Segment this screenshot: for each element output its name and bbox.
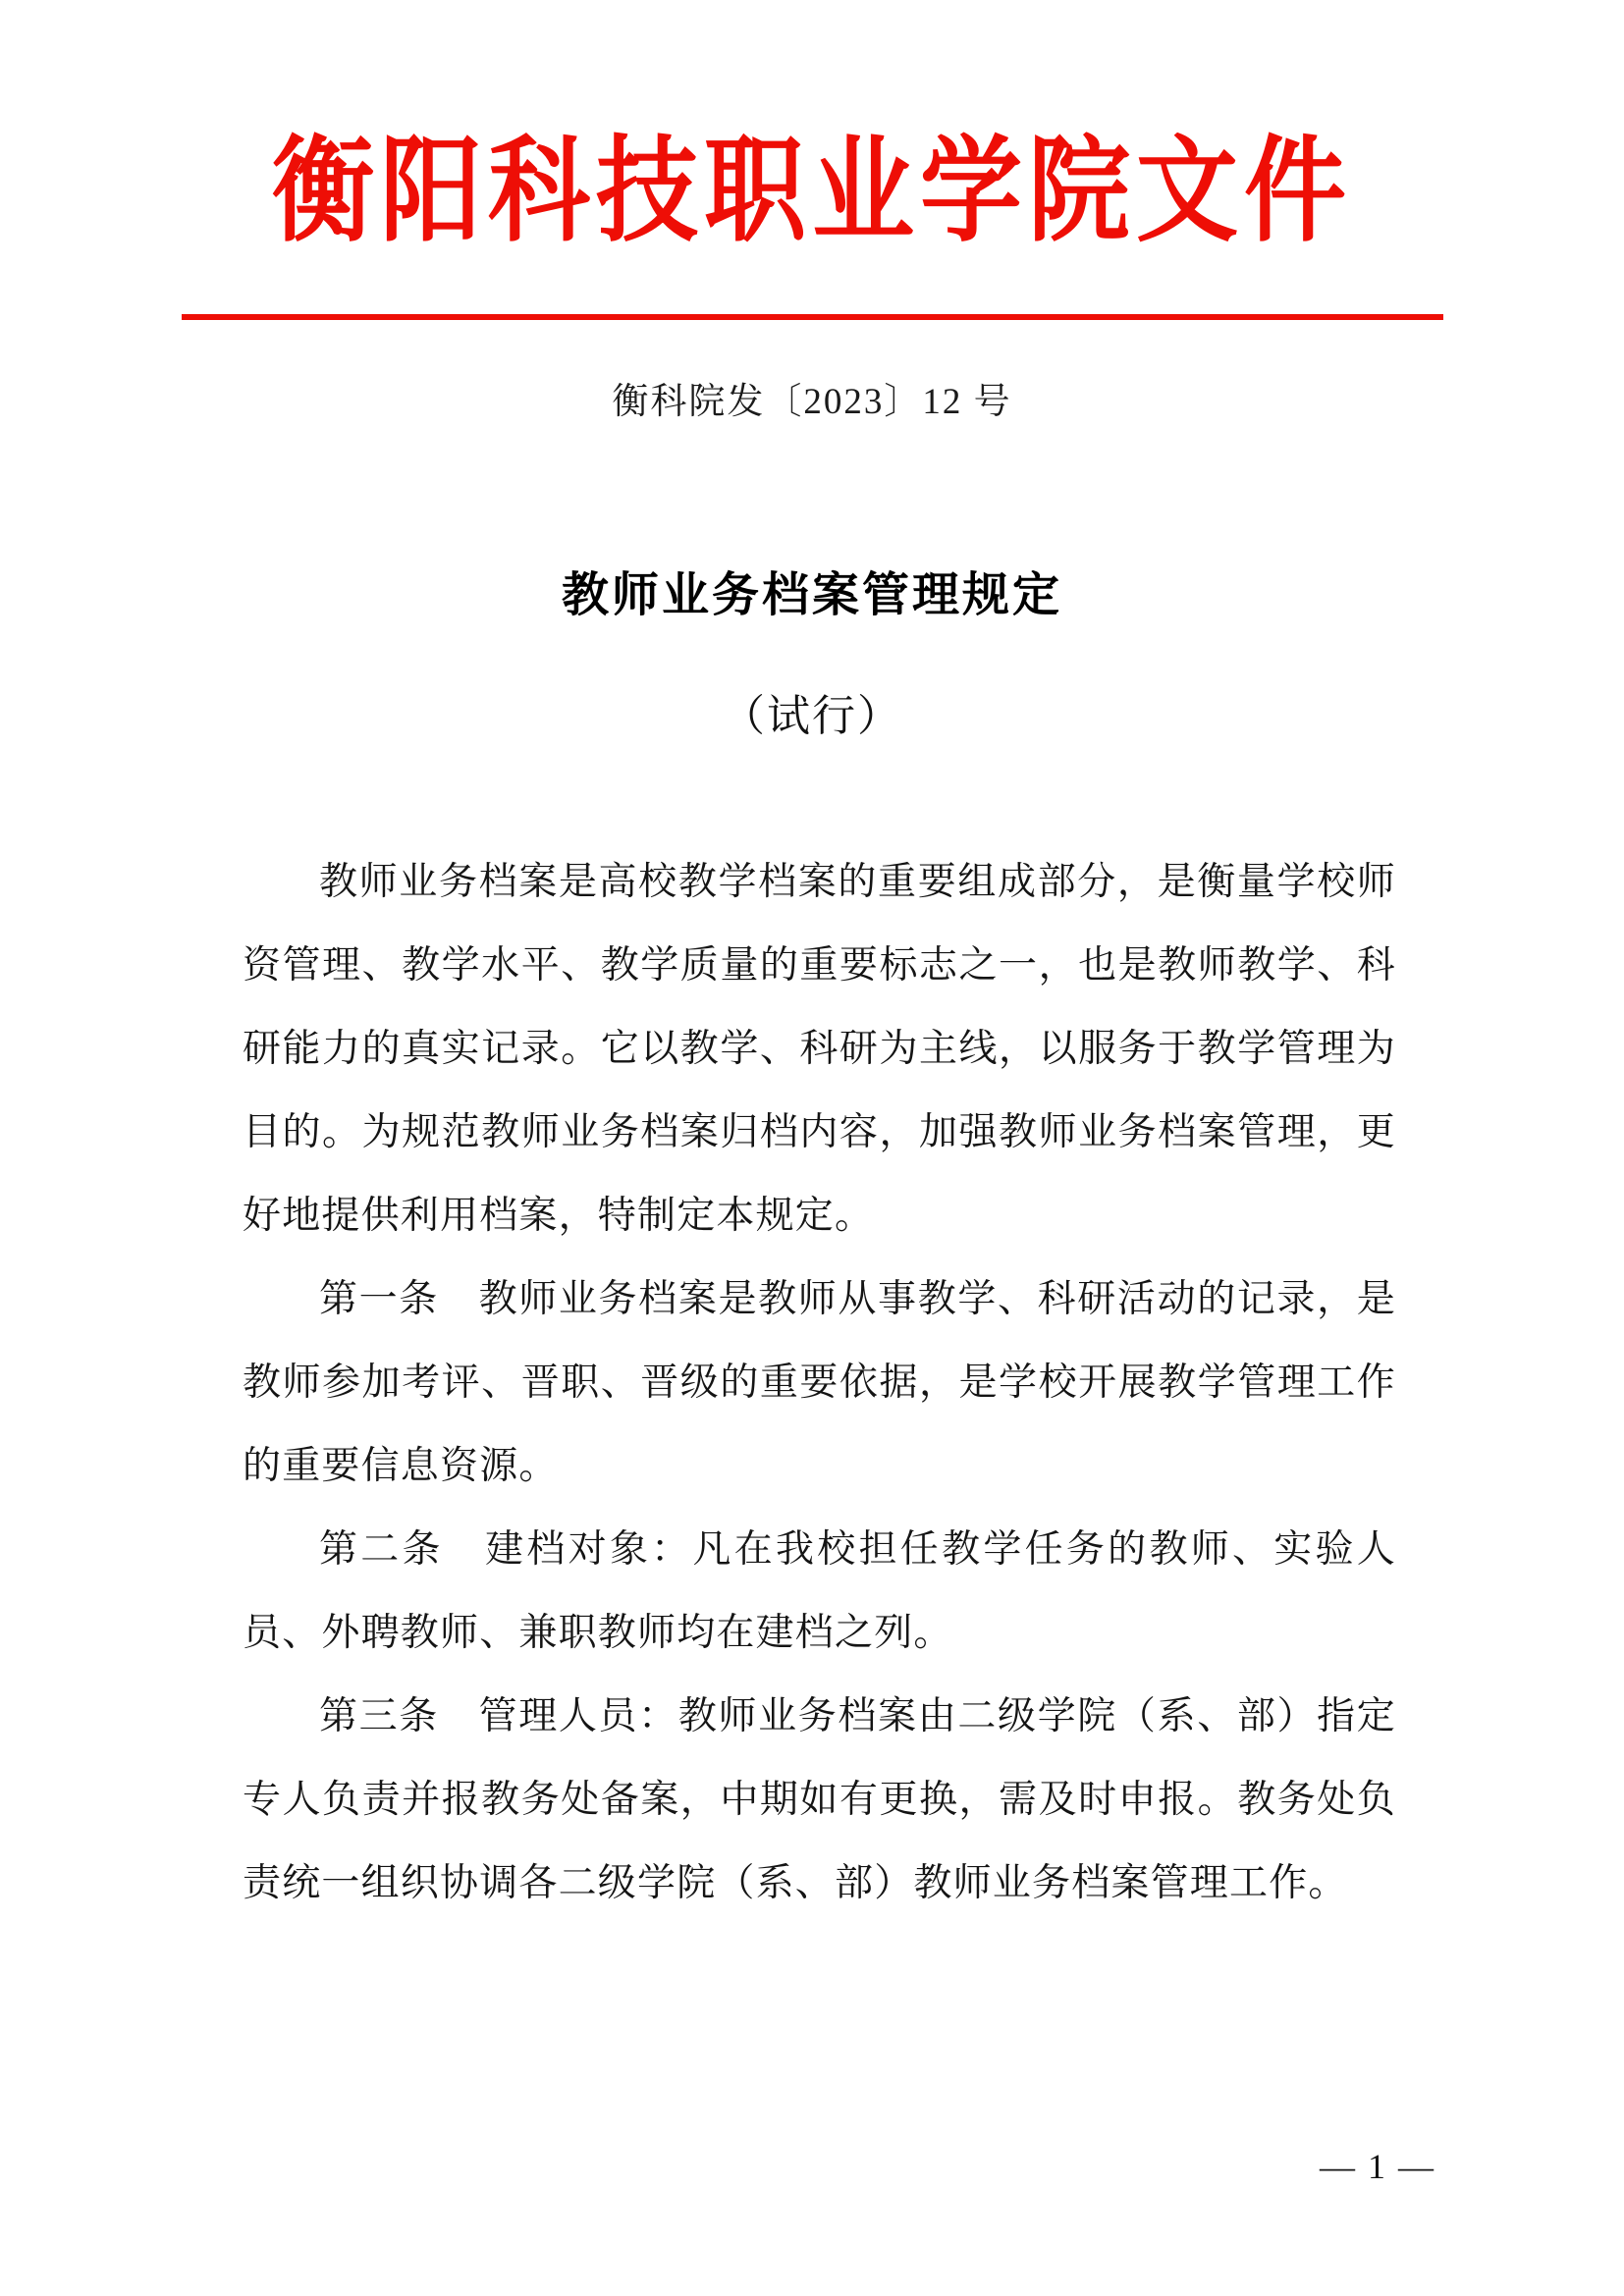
page-number: — 1 — <box>1320 2147 1435 2186</box>
document-subtitle: （试行） <box>722 692 902 740</box>
masthead <box>0 126 1624 256</box>
document-body <box>243 840 1396 1925</box>
document-number: 衡科院发〔2023〕12 号 <box>612 382 1012 422</box>
paragraph-article-1: 第一条 教师业务档案是教师从事教学、科研活动的记录，是教师参加考评、晋职、晋级的重要依据，是学校开展教学管理工作的重要信息资源。 <box>243 1278 1396 1487</box>
red-separator-rule <box>182 314 1443 320</box>
paragraph-article-3: 第三条 管理人员：教师业务档案由二级学院（系、部）指定专人负责并报教务处备案，中期如有更换，需及时申报。教务处负责统一组织协调各二级学院（系、部）教师业务档案管理工作。 <box>243 1695 1396 1904</box>
paragraph-preamble: 教师业务档案是高校教学档案的重要组成部分，是衡量学校师资管理、教学水平、教学质量的重要标志之一，也是教师教学、科研能力的真实记录。它以教学、科研为主线，以服务于教学管理为目的。为规范教师业务档案归档内容，加强教师业务档案管理，更好地提供利用档案，特制定本规定。 <box>243 861 1396 1237</box>
masthead-title: 衡阳科技职业学院文件 <box>271 129 1352 256</box>
paragraph-article-2: 第二条 建档对象：凡在我校担任教学任务的教师、实验人员、外聘教师、兼职教师均在建档之列。 <box>243 1528 1396 1654</box>
document-title: 教师业务档案管理规定 <box>561 569 1062 621</box>
